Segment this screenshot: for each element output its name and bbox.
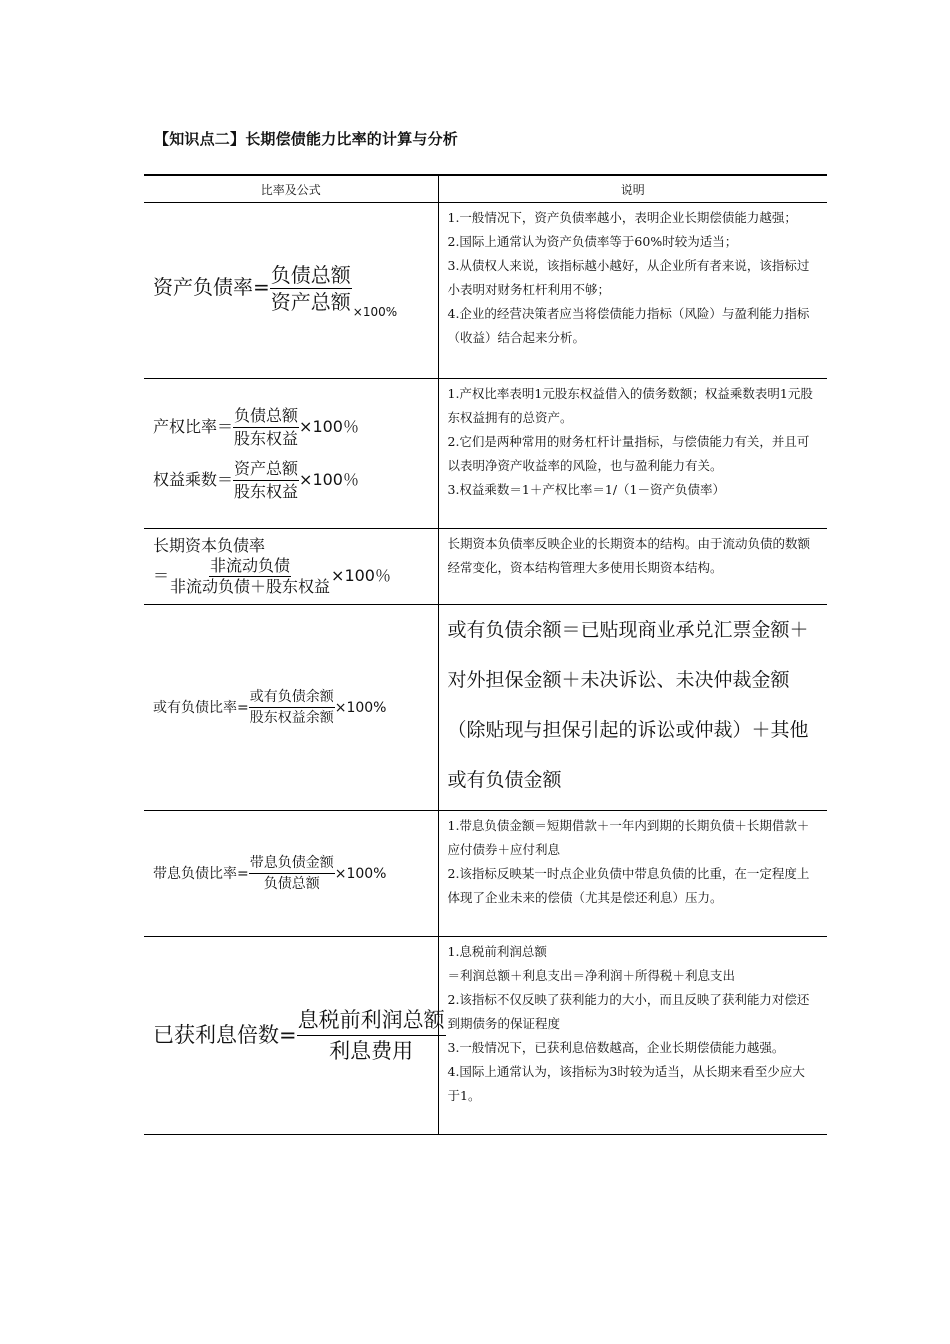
formula-cell: [144, 811, 438, 937]
fraction: $\frac{\text{或有负债余额}}{\text{股东权益余额}}$: [249, 689, 334, 726]
notes-cell: [438, 529, 827, 605]
notes-cell: [438, 811, 827, 937]
note-line: 3.一般情况下，已获利息倍数越高，企业长期偿债能力越强。: [447, 1040, 785, 1055]
note-line: 4.企业的经营决策者应当将偿债能力指标（风险）与盈利能力指标（收益）结合起来分析。: [447, 306, 810, 345]
fraction: $\frac{\text{负债总额}}{\text{资产总额}}$: [270, 263, 351, 314]
note-line: 1.息税前利润总额: [447, 944, 547, 959]
notes-cell: [438, 203, 827, 379]
formula-long-term-capital-debt-ratio: 长期资本负债率 ＝ $\frac{\text{非流动负债}}{\text{非流动负债＋股东权益}}$ ×100％: [153, 536, 391, 596]
table-row: [144, 937, 827, 1135]
note-line: 2.国际上通常认为资产负债率等于60%时较为适当；: [447, 234, 738, 249]
formula-cell: [144, 379, 438, 529]
note-line: 3.从债权人来说，该指标越小越好，从企业所有者来说，该指标过小表明对财务杠杆利用不够；: [447, 258, 810, 297]
note-line: 2.该指标反映某一时点企业负债中带息负债的比重，在一定程度上体现了企业未来的偿债（尤其是偿还利息）压力。: [447, 866, 810, 905]
fraction: $\frac{\text{息税前利润总额}}{\text{利息费用}}$: [297, 1005, 446, 1066]
fraction: $\frac{\text{非流动负债}}{\text{非流动负债＋股东权益}}$: [170, 556, 331, 596]
table-header-row: [144, 175, 827, 203]
table-row: [144, 529, 827, 605]
formula-cell: [144, 605, 438, 811]
notes-cell: [438, 605, 827, 811]
formula-contingent-liability-ratio: 或有负债比率= $\frac{\text{或有负债余额}}{\text{股东权益余额}}$ ×100%: [153, 689, 387, 726]
fraction: $\frac{\text{带息负债金额}}{\text{负债总额}}$: [249, 855, 334, 892]
formula-cell: [144, 529, 438, 605]
fraction: $\frac{\text{负债总额}}{\text{股东权益}}$: [234, 405, 299, 448]
note-line: 1.产权比率表明1元股东权益借入的债务数额；权益乘数表明1元股东权益拥有的总资产。: [447, 386, 813, 425]
note-line: 1.带息负债金额＝短期借款＋一年内到期的长期负债＋长期借款＋应付债券＋应付利息: [447, 818, 810, 857]
table-row: [144, 811, 827, 937]
formula-interest-bearing-debt-ratio: 带息负债比率= $\frac{\text{带息负债金额}}{\text{负债总额}}$ ×100%: [153, 855, 387, 892]
table-row: [144, 605, 827, 811]
formula-equity-multiplier: 权益乘数＝ $\frac{\text{资产总额}}{\text{股东权益}}$ ×100％: [153, 458, 359, 501]
page-title: 【知识点二】长期偿债能力比率的计算与分析: [154, 130, 459, 148]
note-line: 或有负债余额＝已贴现商业承兑汇票金额＋对外担保金额＋未决诉讼、未决仲裁金额（除贴现与担保引起的诉讼或仲裁）＋其他或有负债金额: [447, 619, 809, 791]
ratio-table: [144, 174, 827, 1135]
note-line: 4.国际上通常认为，该指标为3时较为适当，从长期来看至少应大于1。: [447, 1064, 805, 1103]
formula-equity-ratio: 产权比率＝ $\frac{\text{负债总额}}{\text{股东权益}}$ ×100％: [153, 405, 359, 448]
formula-debt-ratio: 资产负债率= $\frac{\text{负债总额}}{\text{资产总额}}$ $_{\times 100\%}$: [153, 263, 398, 319]
formula-cell: [144, 937, 445, 1135]
notes-cell: [438, 937, 827, 1135]
formula-times-interest-earned: 已获利息倍数= $\frac{\text{息税前利润总额}}{\text{利息费用}}$: [153, 1023, 446, 1047]
note-line: ＝利润总额＋利息支出＝净利润＋所得税＋利息支出: [447, 968, 736, 983]
header-formula: 比率及公式: [144, 175, 438, 203]
note-line: 3.权益乘数＝1＋产权比率＝1/（1－资产负债率）: [447, 482, 725, 497]
note-line: 1.一般情况下，资产负债率越小，表明企业长期偿债能力越强；: [447, 210, 797, 225]
notes-cell: [438, 379, 827, 529]
header-notes: 说明: [438, 175, 827, 203]
fraction: $\frac{\text{资产总额}}{\text{股东权益}}$: [234, 458, 299, 501]
table-row: [144, 379, 827, 529]
note-line: 2.它们是两种常用的财务杠杆计量指标，与偿债能力有关，并且可以表明净资产收益率的风险，也与盈利能力有关。: [447, 434, 810, 473]
note-line: 长期资本负债率反映企业的长期资本的结构。由于流动负债的数额经常变化，资本结构管理大多使用长期资本结构。: [447, 536, 811, 575]
formula-cell: [144, 203, 438, 379]
note-line: 2.该指标不仅反映了获利能力的大小，而且反映了获利能力对偿还到期债务的保证程度: [447, 992, 810, 1031]
table-row: [144, 203, 827, 379]
